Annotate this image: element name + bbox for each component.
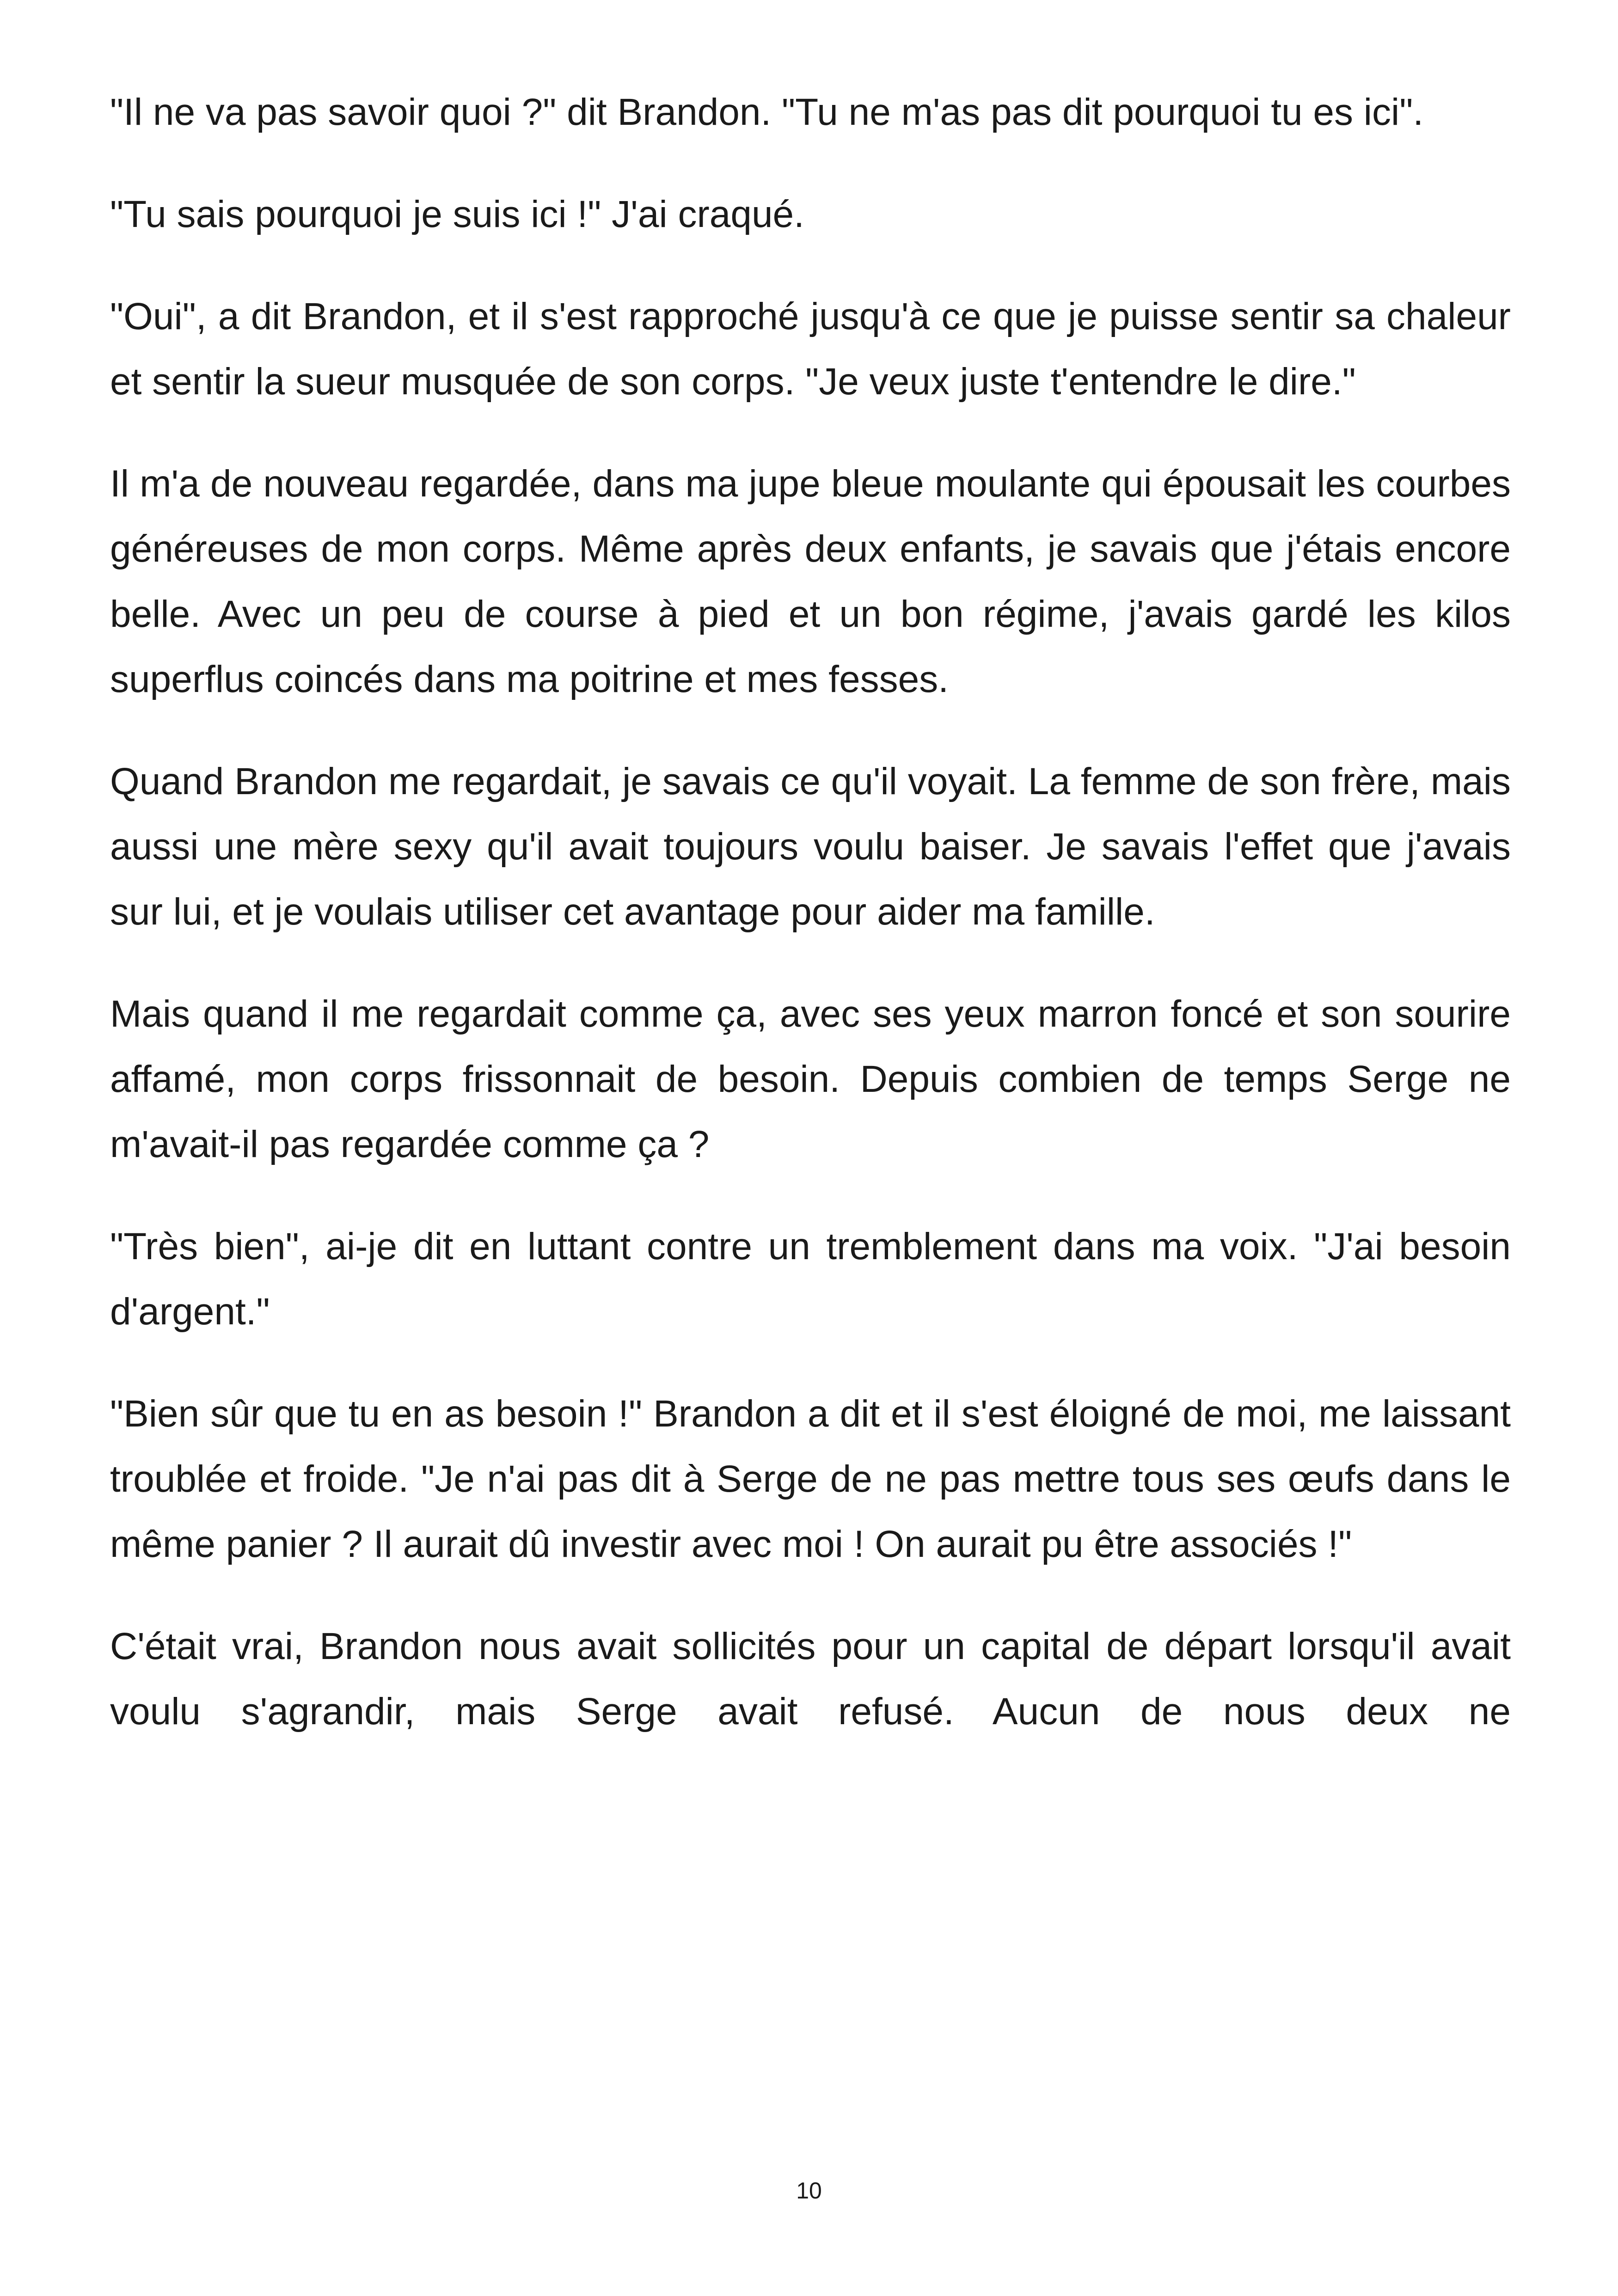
paragraph: Il m'a de nouveau regardée, dans ma jupe bleue moulante qui épousait les courbes généreuses de mon corps. Même après deux enfants, je savais que j'étais encore belle. Avec un peu de course à pied et un bon régime, j'avais gardé les kilos superflus coincés dans ma poitrine et mes fesses.	[110, 463, 1511, 700]
body-text	[110, 80, 1511, 1781]
paragraph: Mais quand il me regardait comme ça, avec ses yeux marron foncé et son sourire affamé, mon corps frissonnait de besoin. Depuis combien de temps Serge ne m'avait-il pas regardée comme ça ?	[110, 993, 1511, 1165]
paragraph: "Très bien", ai-je dit en luttant contre un tremblement dans ma voix. "J'ai besoin d'argent."	[110, 1225, 1511, 1333]
paragraph: "Il ne va pas savoir quoi ?" dit Brandon. "Tu ne m'as pas dit pourquoi tu es ici".	[110, 91, 1424, 133]
paragraph: C'était vrai, Brandon nous avait sollicités pour un capital de départ lorsqu'il avait voulu s'agrandir, mais Serge avait refusé. Aucun de nous deux ne	[110, 1625, 1511, 1733]
page-number: 10	[796, 2178, 822, 2204]
paragraph: "Oui", a dit Brandon, et il s'est rapproché jusqu'à ce que je puisse sentir sa chaleur et sentir la sueur musquée de son corps. "Je veux juste t'entendre le dire."	[110, 295, 1511, 403]
paragraph: Quand Brandon me regardait, je savais ce qu'il voyait. La femme de son frère, mais aussi une mère sexy qu'il avait toujours voulu baiser. Je savais l'effet que j'avais sur lui, et je voulais utiliser cet avantage pour aider ma famille.	[110, 760, 1511, 933]
paragraph: "Tu sais pourquoi je suis ici !" J'ai craqué.	[110, 193, 804, 235]
paragraph: "Bien sûr que tu en as besoin !" Brandon a dit et il s'est éloigné de moi, me laissant troublée et froide. "Je n'ai pas dit à Serge de ne pas mettre tous ses œufs dans le même panier ? Il aurait dû investir avec moi ! On aurait pu être associés !"	[110, 1393, 1511, 1565]
